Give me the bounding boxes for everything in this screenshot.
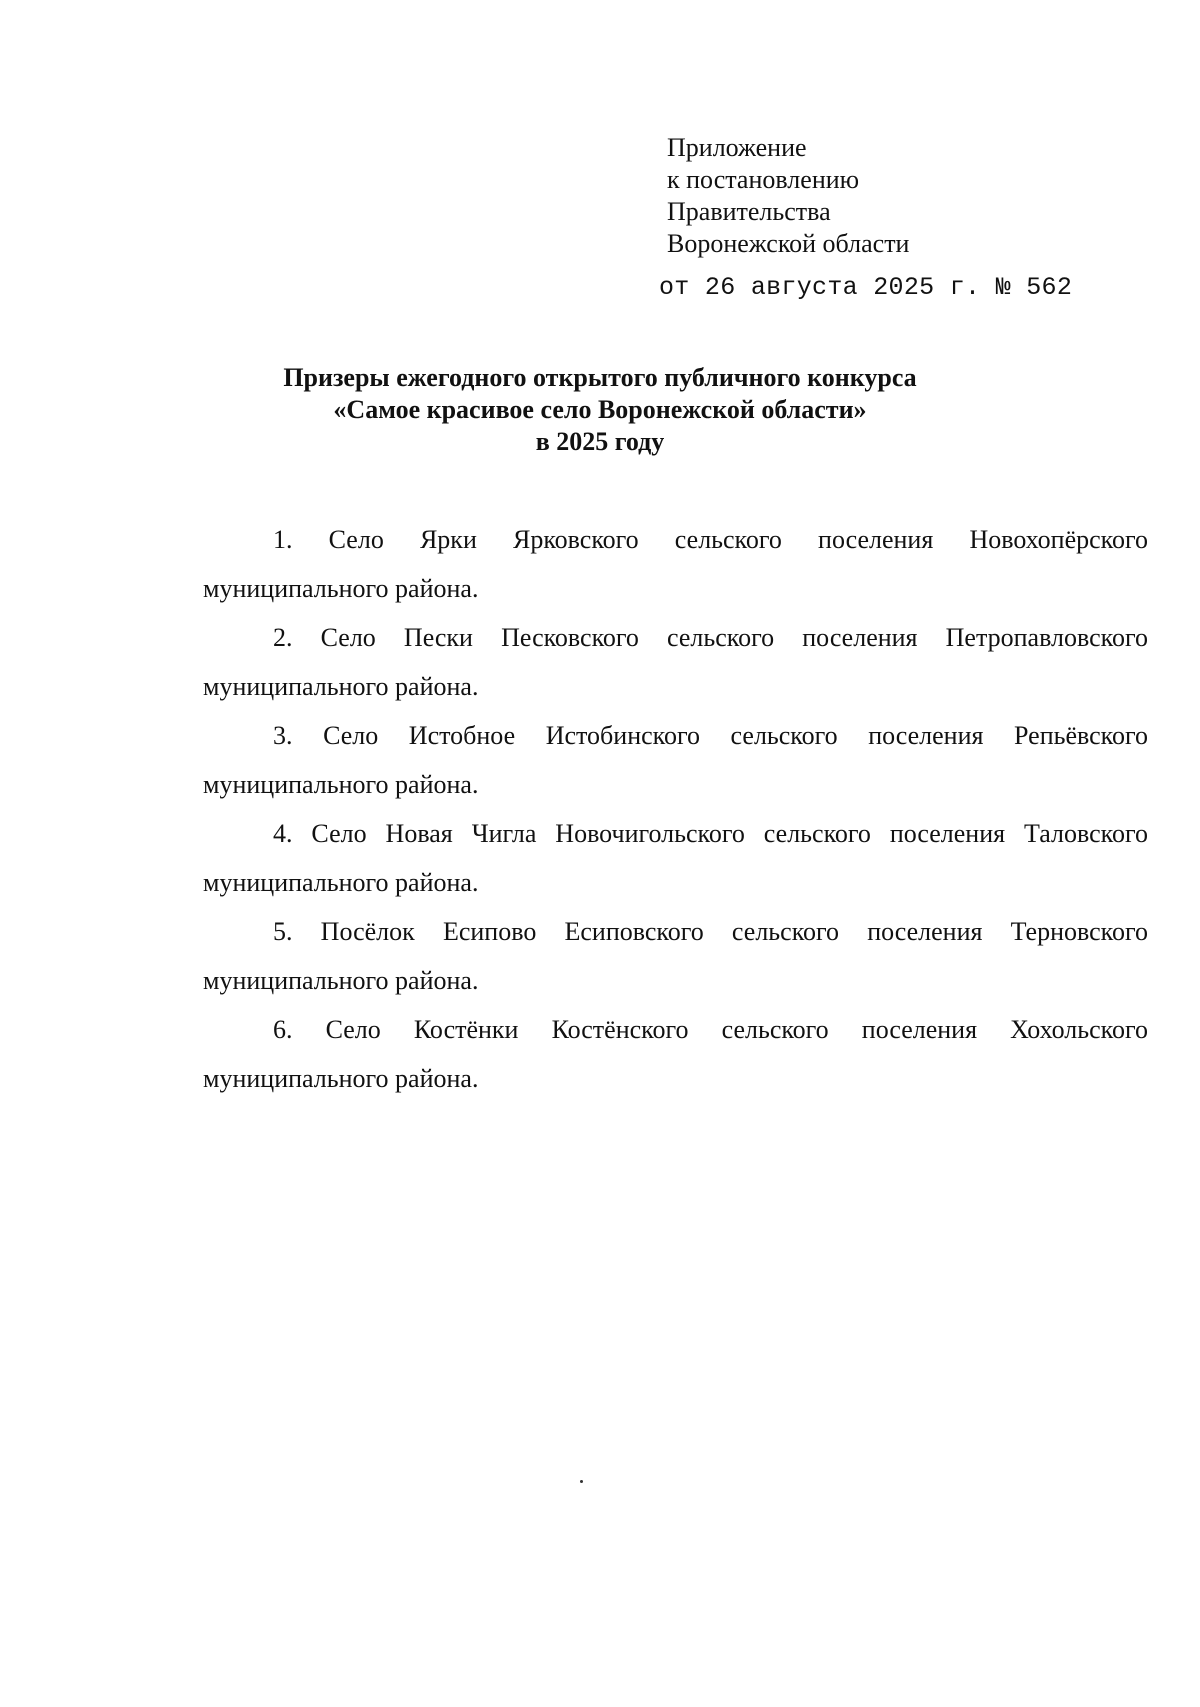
list-item-text: муниципального района. [203,966,479,995]
scan-speck [580,1480,583,1483]
list-item [203,515,1148,613]
list-item [203,711,1148,809]
decree-date-number: от 26 августа 2025 г. № 562 [659,273,1073,302]
list-item-text: муниципального района. [203,574,479,603]
appendix-line: Приложение [667,133,807,162]
list-item [203,1005,1148,1103]
list-item [203,809,1148,907]
list-item-text: муниципального района. [203,1064,479,1093]
title-line: в 2025 году [535,427,665,456]
list-item-text: муниципального района. [203,868,479,897]
document-title [160,362,1040,458]
appendix-line: к постановлению [667,165,860,194]
appendix-line: Правительства [667,197,831,226]
list-item-text: муниципального района. [203,672,479,701]
appendix-block [659,132,1087,302]
list-item-text: 2. Село Пески Песковского сельского поселения Петропавловского [273,623,1148,652]
winners-list [203,515,1148,1103]
title-line: «Самое красивое село Воронежской области» [333,395,867,424]
title-line: Призеры ежегодного открытого публичного конкурса [283,363,917,392]
list-item [203,907,1148,1005]
list-item-text: 5. Посёлок Есипово Есиповского сельского поселения Терновского [273,917,1148,946]
list-item-text: муниципального района. [203,770,479,799]
list-item-text: 1. Село Ярки Ярковского сельского поселения Новохопёрского [273,525,1148,554]
list-item [203,613,1148,711]
list-item-text: 6. Село Костёнки Костёнского сельского поселения Хохольского [273,1015,1148,1044]
list-item-text: 3. Село Истобное Истобинского сельского поселения Репьёвского [273,721,1148,750]
appendix-line: Воронежской области [667,229,910,258]
list-item-text: 4. Село Новая Чигла Новочигольского сельского поселения Таловского [273,819,1148,848]
